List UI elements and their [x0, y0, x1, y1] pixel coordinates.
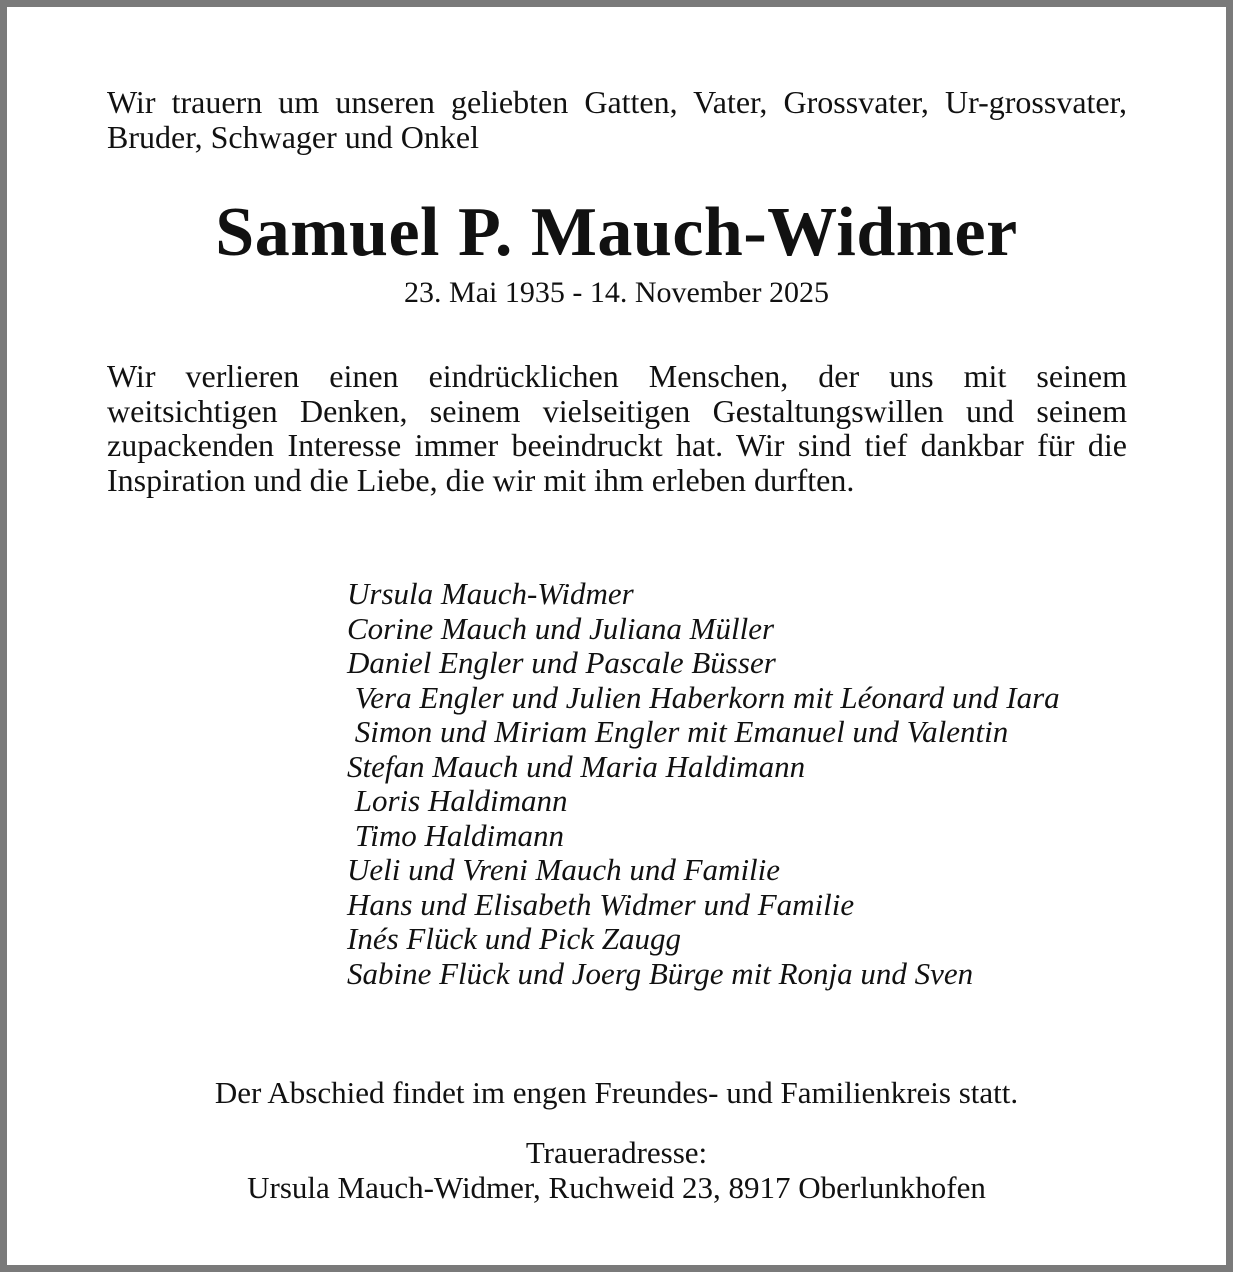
mourner: Corine Mauch und Juliana Müller — [347, 610, 775, 646]
mourner: Ueli und Vreni Mauch und Familie — [347, 852, 781, 887]
mourner: Timo Haldimann — [347, 817, 565, 853]
mourner: Ursula Mauch-Widmer — [347, 576, 634, 611]
tribute-text: Wir verlieren einen eindrücklichen Menschen, der uns mit seinem weitsichtigen Denken, seinem vielseitigen Gestaltungswillen und seinem zupackenden Interesse immer beeindruckt hat. Wir sind tief dankbar für die Inspiration und die Liebe, die wir mit ihm erleben durften. — [107, 358, 1127, 498]
mourner: Sabine Flück und Joerg Bürge mit Ronja und Sven — [347, 955, 974, 991]
mourning-address — [7, 1135, 1226, 1205]
mourners-list — [347, 577, 1060, 991]
mourner: Stefan Mauch und Maria Haldimann — [347, 748, 806, 784]
mourner: Inés Flück und Pick Zaugg — [347, 921, 682, 956]
intro-text: Wir trauern um unseren geliebten Gatten, Vater, Grossvater, Ur-grossvater, Bruder, Schwager und Onkel — [107, 84, 1127, 155]
mourner: Vera Engler und Julien Haberkorn mit Léonard und Iara — [347, 679, 1060, 715]
mourner: Hans und Elisabeth Widmer und Familie — [347, 886, 855, 922]
farewell-note: Der Abschied findet im engen Freundes- und Familienkreis statt. — [214, 1075, 1019, 1110]
mourner: Daniel Engler und Pascale Büsser — [347, 645, 776, 680]
life-dates: 23. Mai 1935 - 14. November 2025 — [404, 276, 829, 309]
mourner: Loris Haldimann — [347, 783, 568, 818]
address-label: Traueradresse: — [525, 1135, 708, 1170]
address-text: Ursula Mauch-Widmer, Ruchweid 23, 8917 Oberlunkhofen — [247, 1170, 986, 1205]
obituary-page — [7, 7, 1226, 1265]
mourner: Simon und Miriam Engler mit Emanuel und Valentin — [347, 714, 1009, 749]
deceased-name: Samuel P. Mauch-Widmer — [215, 194, 1018, 271]
